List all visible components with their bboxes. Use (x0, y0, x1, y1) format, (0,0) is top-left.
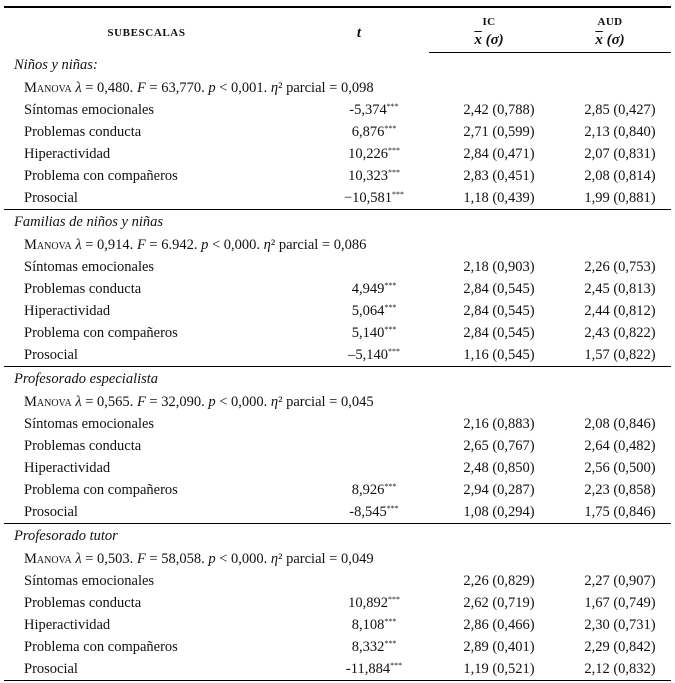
table-row (4, 614, 671, 636)
t-value: 10,892*** (348, 594, 400, 611)
t-value: -8,545*** (289, 501, 429, 524)
t-value (289, 413, 429, 435)
t-value (289, 256, 429, 278)
subscale-label: Problema con compañeros (24, 324, 178, 341)
ic-value: 2,42 (0,788) (463, 101, 535, 118)
t-value: -5,374*** (349, 101, 399, 118)
manova-row (4, 234, 671, 256)
ic-value: 2,71 (0,599) (463, 123, 535, 140)
t-value: 8,926*** (351, 481, 397, 498)
subscale-label: Problemas conducta (24, 123, 142, 140)
manova-stats: Manova λ = 0,480. F = 63,770. p < 0,001. η² parcial = 0,098 (24, 79, 374, 96)
aud-value: 1,99 (0,881) (549, 187, 671, 210)
ic-value: 2,83 (0,451) (463, 167, 535, 184)
section-title-row (4, 524, 671, 549)
ic-value: 2,18 (0,903) (463, 258, 535, 275)
aud-value: 2,45 (0,813) (584, 280, 656, 297)
aud-value: 2,43 (0,822) (584, 324, 656, 341)
section-title-row (4, 53, 671, 78)
t-value (289, 570, 429, 592)
t-value: –5,140*** (289, 344, 429, 367)
aud-value: 2,44 (0,812) (584, 302, 656, 319)
aud-value: 2,13 (0,840) (584, 123, 656, 140)
table-row (4, 187, 671, 210)
subscale-label: Síntomas emocionales (24, 572, 155, 589)
table-row (4, 121, 671, 143)
ic-value: 2,84 (0,545) (463, 280, 535, 297)
manova-row (4, 391, 671, 413)
subscale-label: Hiperactividad (24, 302, 111, 319)
t-value: 10,323*** (348, 167, 400, 184)
table-row (4, 322, 671, 344)
aud-value: 2,08 (0,846) (584, 415, 656, 432)
aud-value: 2,26 (0,753) (584, 258, 656, 275)
ic-value: 1,08 (0,294) (429, 501, 549, 524)
section-title-row (4, 367, 671, 392)
ic-value: 2,65 (0,767) (463, 437, 535, 454)
table-row (4, 344, 671, 367)
t-value: 10,226*** (348, 145, 400, 162)
subscale-label: Problema con compañeros (24, 638, 178, 655)
subscale-label: Problemas conducta (24, 437, 142, 454)
aud-value: 2,12 (0,832) (549, 658, 671, 681)
table-row (4, 636, 671, 658)
header-ic-stat: $\overline{x}$ (σ) (429, 30, 549, 53)
ic-value: 2,84 (0,471) (463, 145, 535, 162)
table-row (4, 300, 671, 322)
aud-value: 1,67 (0,749) (584, 594, 656, 611)
table-row (4, 570, 671, 592)
ic-value: 2,48 (0,850) (463, 459, 535, 476)
ic-value: 1,18 (0,439) (429, 187, 549, 210)
subscale-label: Problema con compañeros (24, 481, 178, 498)
aud-value: 2,85 (0,427) (584, 101, 656, 118)
ic-value: 1,16 (0,545) (429, 344, 549, 367)
subscale-label: Hiperactividad (24, 145, 111, 162)
header-t: t (289, 7, 429, 53)
table-row (4, 165, 671, 187)
manova-stats: Manova λ = 0,503. F = 58,058. p < 0,000. η² parcial = 0,049 (24, 550, 374, 567)
subscale-label: Síntomas emocionales (24, 415, 155, 432)
section-title: Niños y niñas: (14, 56, 98, 73)
aud-value: 2,64 (0,482) (584, 437, 656, 454)
header-ic: IC (429, 7, 549, 30)
subscale-label: Hiperactividad (24, 616, 111, 633)
ic-value: 2,86 (0,466) (463, 616, 535, 633)
t-value: 4,949*** (351, 280, 397, 297)
ic-value: 2,16 (0,883) (463, 415, 535, 432)
section-title-row (4, 210, 671, 235)
t-value: 8,108*** (351, 616, 397, 633)
subscale-label: Prosocial (4, 501, 289, 524)
aud-value: 2,08 (0,814) (584, 167, 656, 184)
t-value: 6,876*** (351, 123, 397, 140)
aud-value: 2,29 (0,842) (584, 638, 656, 655)
results-table (4, 6, 671, 681)
table-header (4, 7, 671, 53)
t-value: 5,140*** (351, 324, 397, 341)
t-value: 5,064*** (351, 302, 397, 319)
subscale-label: Síntomas emocionales (24, 101, 155, 118)
table-row (4, 592, 671, 614)
table-row (4, 99, 671, 121)
aud-value: 1,57 (0,822) (549, 344, 671, 367)
subscale-label: Problema con compañeros (24, 167, 178, 184)
aud-value: 2,23 (0,858) (584, 481, 656, 498)
subscale-label: Prosocial (4, 187, 289, 210)
table-row (4, 457, 671, 479)
aud-value: 2,30 (0,731) (584, 616, 656, 633)
ic-value: 2,89 (0,401) (463, 638, 535, 655)
aud-value: 2,07 (0,831) (584, 145, 656, 162)
ic-value: 2,62 (0,719) (463, 594, 535, 611)
subscale-label: Prosocial (4, 344, 289, 367)
aud-value: 2,27 (0,907) (584, 572, 656, 589)
aud-value: 1,75 (0,846) (549, 501, 671, 524)
table-body (4, 53, 671, 681)
ic-value: 1,19 (0,521) (429, 658, 549, 681)
t-value: -11,884*** (289, 658, 429, 681)
t-value: 8,332*** (351, 638, 397, 655)
section-title: Familias de niños y niñas (14, 213, 164, 230)
table-row (4, 143, 671, 165)
t-value (289, 457, 429, 479)
section-title: Profesorado especialista (14, 370, 159, 387)
subscale-label: Prosocial (4, 658, 289, 681)
subscale-label: Problemas conducta (24, 594, 142, 611)
manova-row (4, 77, 671, 99)
aud-value: 2,56 (0,500) (584, 459, 656, 476)
section-title: Profesorado tutor (14, 527, 118, 544)
t-value (289, 435, 429, 457)
table-row (4, 413, 671, 435)
header-subscales: SUBESCALAS (4, 7, 289, 53)
t-value: −10,581*** (289, 187, 429, 210)
manova-stats: Manova λ = 0,565. F = 32,090. p < 0,000. η² parcial = 0,045 (24, 393, 374, 410)
subscale-label: Síntomas emocionales (24, 258, 155, 275)
table-row (4, 278, 671, 300)
ic-value: 2,84 (0,545) (463, 302, 535, 319)
table-row (4, 658, 671, 681)
ic-value: 2,94 (0,287) (463, 481, 535, 498)
subscale-label: Problemas conducta (24, 280, 142, 297)
table-row (4, 256, 671, 278)
ic-value: 2,84 (0,545) (463, 324, 535, 341)
header-aud: AUD (549, 7, 671, 30)
manova-row (4, 548, 671, 570)
ic-value: 2,26 (0,829) (463, 572, 535, 589)
header-aud-stat: $\overline{x}$ (σ) (549, 30, 671, 53)
table-row (4, 435, 671, 457)
subscale-label: Hiperactividad (24, 459, 111, 476)
table-row (4, 479, 671, 501)
table-row (4, 501, 671, 524)
manova-stats: Manova λ = 0,914. F = 6.942. p < 0,000. η² parcial = 0,086 (24, 236, 367, 253)
